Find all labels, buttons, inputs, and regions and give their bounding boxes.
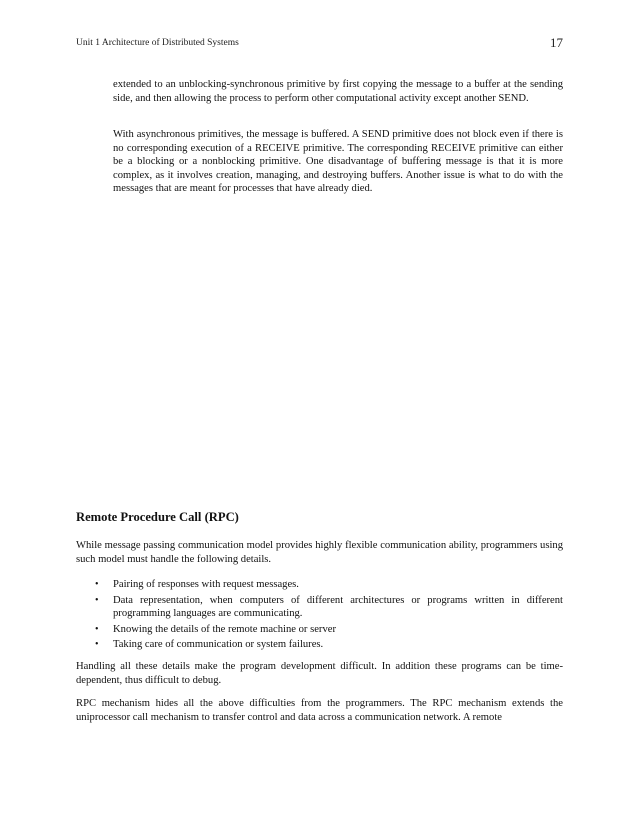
page-number: 17 [550,35,563,50]
list-item [95,594,563,621]
list-item-text: Taking care of communication or system failures. [113,639,324,651]
bullet-icon: • [95,579,99,590]
bullet-icon: • [95,639,99,651]
paragraph-asynchronous-primitives: With asynchronous primitives, the message is buffered. A SEND primitive does not block even if there is no corresponding execution of a RECEIVE primitive. The corresponding RECEIVE primitive can either be a blocking or a nonblocking primitive. One disadvantage of buffering message is that it is more complex, as it involves creation, managing, and destroying buffers. Another issue is what to do with the messages that are meant for processes that have already died. [113,129,563,195]
list-item [95,623,563,637]
paragraph-rpc-intro: While message passing communication model provides highly flexible communication ability, programmers using such model must handle the following details. [76,540,563,565]
paragraph-unblocking-synchronous: extended to an unblocking-synchronous primitive by first copying the message to a buffer at the sending side, and then allowing the process to perform other computational activity except another SEND. [113,79,563,104]
list-item-text: Pairing of responses with request messages. [113,579,299,590]
paragraph-rpc-mechanism: RPC mechanism hides all the above difficulties from the programmers. The RPC mechanism extends the uniprocessor call mechanism to transfer control and data across a communication network. A remote [76,698,563,723]
list-item-text: Data representation, when computers of different architectures or programs written in different programming languages are communicating. [113,594,563,620]
bullet-icon: • [95,594,99,606]
list-item [95,638,563,652]
section-heading-rpc: Remote Procedure Call (RPC) [76,510,239,524]
list-item-text: Knowing the details of the remote machine or server [113,623,336,635]
running-header: Unit 1 Architecture of Distributed Systems [76,38,239,48]
bullet-icon: • [95,623,99,635]
bullet-list [95,578,563,654]
paragraph-handling-details: Handling all these details make the program development difficult. In addition these programs can be time-dependent, thus difficult to debug. [76,661,563,686]
list-item [95,578,563,592]
